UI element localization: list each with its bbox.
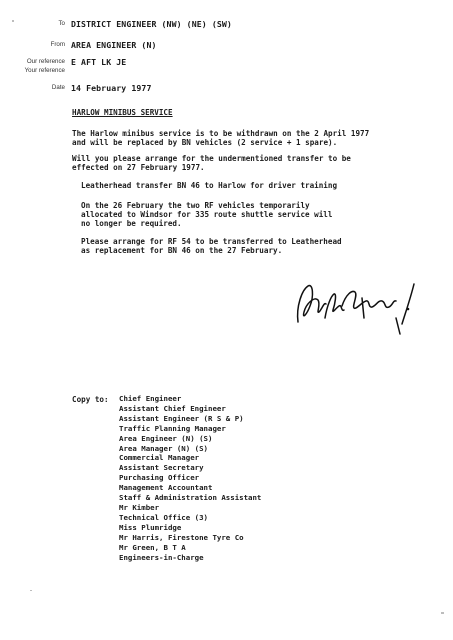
- copy-recipient: Engineers-in-Charge: [119, 552, 204, 562]
- from-value: AREA ENGINEER (N): [71, 40, 157, 50]
- paragraph-rf-vehicles: On the 26 February the two RF vehicles temporarily allocated to Windsor for 335 route shuttle service will no longer be required.: [81, 201, 333, 229]
- copy-recipient: Mr Green, B T A: [119, 542, 186, 552]
- copy-recipient: Assistant Secretary: [119, 463, 204, 473]
- copy-recipient: Management Accountant: [119, 483, 213, 493]
- your-reference-label: Your reference: [24, 67, 65, 74]
- from-label: From: [50, 41, 65, 48]
- copy-recipients-list: [119, 394, 261, 562]
- date-label: Date: [51, 84, 65, 91]
- from-row: [0, 41, 453, 53]
- copy-recipient: Staff & Administration Assistant: [119, 493, 262, 503]
- copy-recipient: Assistant Chief Engineer: [119, 403, 226, 413]
- to-label: To: [58, 20, 65, 27]
- our-reference-label: Our reference: [26, 58, 65, 65]
- copy-recipient: Chief Engineer: [119, 394, 182, 403]
- scan-speck: [30, 590, 32, 591]
- paragraph-rf54-replacement: Please arrange for RF 54 to be transferred to Leatherhead as replacement for BN 46 on the 27 February.: [81, 237, 342, 256]
- copy-recipient: Mr Harris, Firestone Tyre Co: [119, 532, 244, 542]
- copy-recipient: Commercial Manager: [119, 453, 200, 463]
- copy-recipient: Mr Kimber: [119, 502, 160, 512]
- copy-to-label: Copy to:: [72, 395, 109, 404]
- copy-recipient: Area Manager (N) (S): [119, 443, 208, 453]
- date-value: 14 February 1977: [71, 83, 152, 93]
- copy-recipient: Purchasing Officer: [119, 473, 200, 483]
- handwritten-signature: [292, 276, 422, 338]
- copy-recipient: Miss Plumridge: [119, 522, 182, 532]
- copy-recipient: Technical Office (3): [119, 512, 208, 522]
- your-reference-row: [0, 67, 453, 79]
- copy-recipient: Area Engineer (N) (S): [119, 433, 213, 443]
- paragraph-transfer-request: Will you please arrange for the undermentioned transfer to be effected on 27 February 1977.: [72, 154, 351, 173]
- paragraph-leatherhead-transfer: Leatherhead transfer BN 46 to Harlow for driver training: [81, 181, 338, 190]
- date-row: [0, 84, 453, 96]
- paragraph-withdrawal: The Harlow minibus service is to be withdrawn on the 2 April 1977 and will be replaced by BN vehicles (2 service + 1 spare).: [72, 129, 370, 148]
- our-reference-value: E AFT LK JE: [71, 57, 127, 67]
- to-value: DISTRICT ENGINEER (NW) (NE) (SW): [71, 19, 232, 29]
- copy-recipient: Assistant Engineer (R S & P): [119, 413, 244, 423]
- scan-speck: [441, 612, 444, 614]
- memo-title: HARLOW MINIBUS SERVICE: [72, 108, 173, 117]
- copy-recipient: Traffic Planning Manager: [119, 423, 226, 433]
- to-row: [0, 20, 453, 32]
